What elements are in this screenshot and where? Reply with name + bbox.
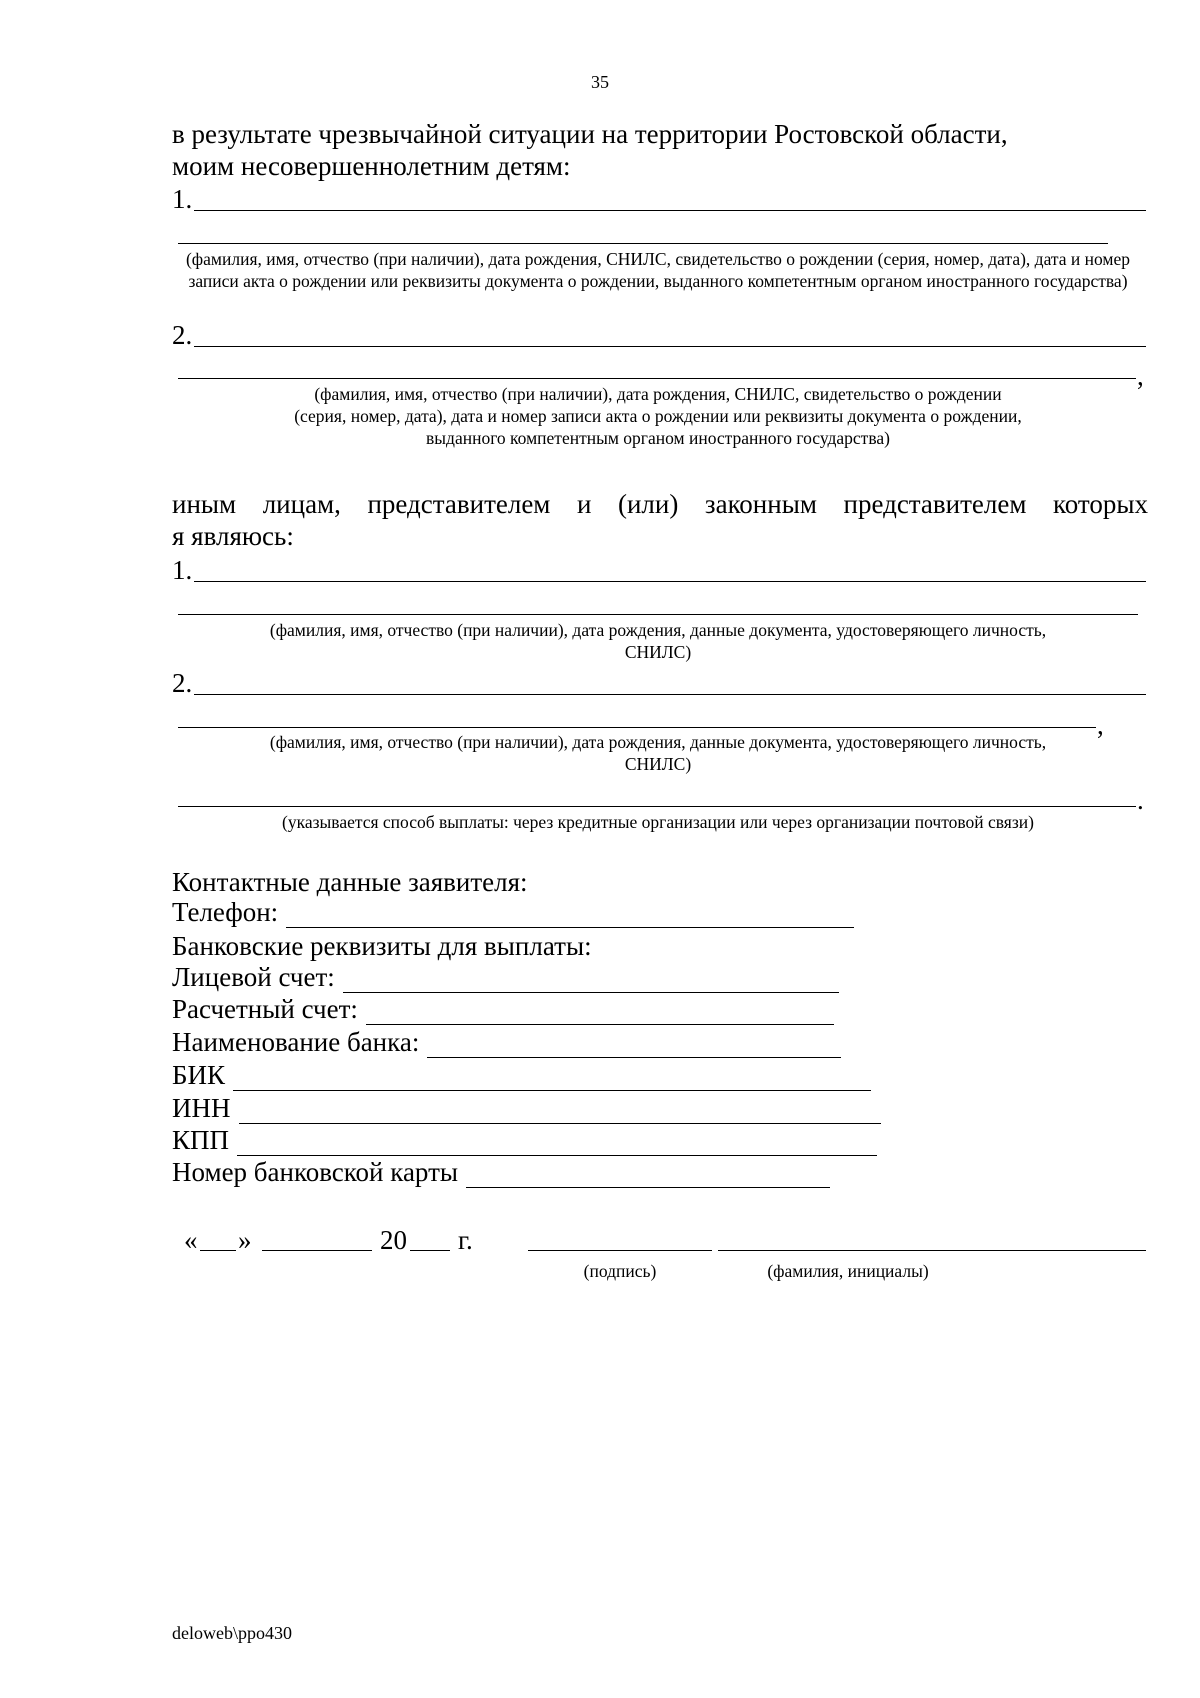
others-item-2-caption-line-2: СНИЛС) [624, 754, 692, 774]
date-year-prefix: 20 [380, 1225, 407, 1255]
payment-method-period: . [1137, 785, 1144, 815]
children-item-1-caption: (фамилия, имя, отчество (при наличии), дата рождения, СНИЛС, свидетельство о рождении (серия, номер, дата), дата и номер записи акта о рождении или реквизиты документа о рождении, выданного компетентным органом иностранного государства) [185, 249, 1131, 291]
payment-method-field[interactable] [178, 806, 1136, 807]
children-item-1-field-continued[interactable] [178, 243, 1108, 244]
full-name-field[interactable] [718, 1250, 1146, 1251]
children-item-1-number: 1. [172, 184, 193, 214]
settlement-account-label: Расчетный счет: [172, 994, 358, 1024]
others-item-1-field[interactable] [194, 581, 1146, 582]
bank-name-field[interactable] [427, 1033, 841, 1058]
inn-label: ИНН [172, 1093, 231, 1123]
date-month-field[interactable] [262, 1250, 372, 1251]
intro-line-2: моим несовершеннолетним детям: [172, 151, 571, 181]
others-item-1-caption-line-1: (фамилия, имя, отчество (при наличии), дата рождения, данные документа, удостоверяющего личность, [269, 620, 1047, 640]
others-item-2-number: 2. [172, 668, 193, 698]
others-item-1-caption-line-2: СНИЛС) [624, 642, 692, 662]
bank-name-label: Наименование банка: [172, 1027, 420, 1057]
date-quote-close: » [238, 1225, 252, 1255]
phone-label: Телефон: [172, 897, 279, 927]
kpp-label: КПП [172, 1125, 230, 1155]
others-line-2: я являюсь: [172, 521, 294, 551]
children-item-2-comma: , [1137, 361, 1144, 391]
contacts-heading: Контактные данные заявителя: [172, 867, 528, 897]
others-item-2-field-continued[interactable] [178, 727, 1096, 728]
bank-details-heading: Банковские реквизиты для выплаты: [172, 931, 592, 961]
children-item-1-field[interactable] [194, 210, 1146, 211]
others-item-1-number: 1. [172, 555, 193, 585]
footer-doc-id: deloweb\ppo430 [172, 1623, 292, 1643]
children-item-2-field-continued[interactable] [178, 378, 1136, 379]
payment-method-caption: (указывается способ выплаты: через кредитные организации или через организации почтовой связи) [282, 812, 1034, 832]
children-item-2-caption-line-1: (фамилия, имя, отчество (при наличии), дата рождения, СНИЛС, свидетельство о рождении [314, 384, 1002, 404]
personal-account-row [172, 962, 839, 993]
kpp-field[interactable] [237, 1131, 877, 1156]
settlement-account-row [172, 994, 834, 1025]
children-item-2-field[interactable] [194, 346, 1146, 347]
card-number-label: Номер банковской карты [172, 1157, 459, 1187]
phone-field[interactable] [286, 903, 854, 928]
date-quote-open: « [184, 1225, 198, 1255]
others-item-2-comma: , [1097, 710, 1104, 740]
bik-field[interactable] [233, 1066, 871, 1091]
signature-caption: (подпись) [583, 1261, 657, 1281]
personal-account-field[interactable] [343, 968, 839, 993]
bik-row [172, 1060, 871, 1091]
others-item-2-field[interactable] [194, 694, 1146, 695]
others-item-2-caption-line-1: (фамилия, имя, отчество (при наличии), дата рождения, данные документа, удостоверяющего личность, [269, 732, 1047, 752]
card-number-field[interactable] [466, 1163, 830, 1188]
date-year-suffix: г. [458, 1225, 473, 1255]
date-year-field[interactable] [410, 1250, 450, 1251]
intro-line-1: в результате чрезвычайной ситуации на территории Ростовской области, [172, 119, 1008, 149]
phone-row [172, 897, 854, 928]
signature-field[interactable] [528, 1250, 712, 1251]
inn-field[interactable] [239, 1099, 881, 1124]
others-line-1: иным лицам, представителем и (или) законным представителем которых [172, 489, 1148, 519]
settlement-account-field[interactable] [366, 1000, 834, 1025]
date-day-field[interactable] [200, 1250, 236, 1251]
bank-name-row [172, 1027, 841, 1058]
page-number: 35 [591, 72, 609, 92]
kpp-row [172, 1125, 877, 1156]
inn-row [172, 1093, 881, 1124]
card-number-row [172, 1157, 830, 1188]
bik-label: БИК [172, 1060, 226, 1090]
children-item-2-caption-line-2: (серия, номер, дата), дата и номер записи акта о рождении или реквизиты документа о рождении, [294, 406, 1022, 426]
full-name-caption: (фамилия, инициалы) [767, 1261, 929, 1281]
personal-account-label: Лицевой счет: [172, 962, 335, 992]
children-item-2-number: 2. [172, 320, 193, 350]
others-item-1-field-continued[interactable] [178, 614, 1138, 615]
children-item-2-caption-line-3: выданного компетентным органом иностранного государства) [426, 428, 890, 448]
